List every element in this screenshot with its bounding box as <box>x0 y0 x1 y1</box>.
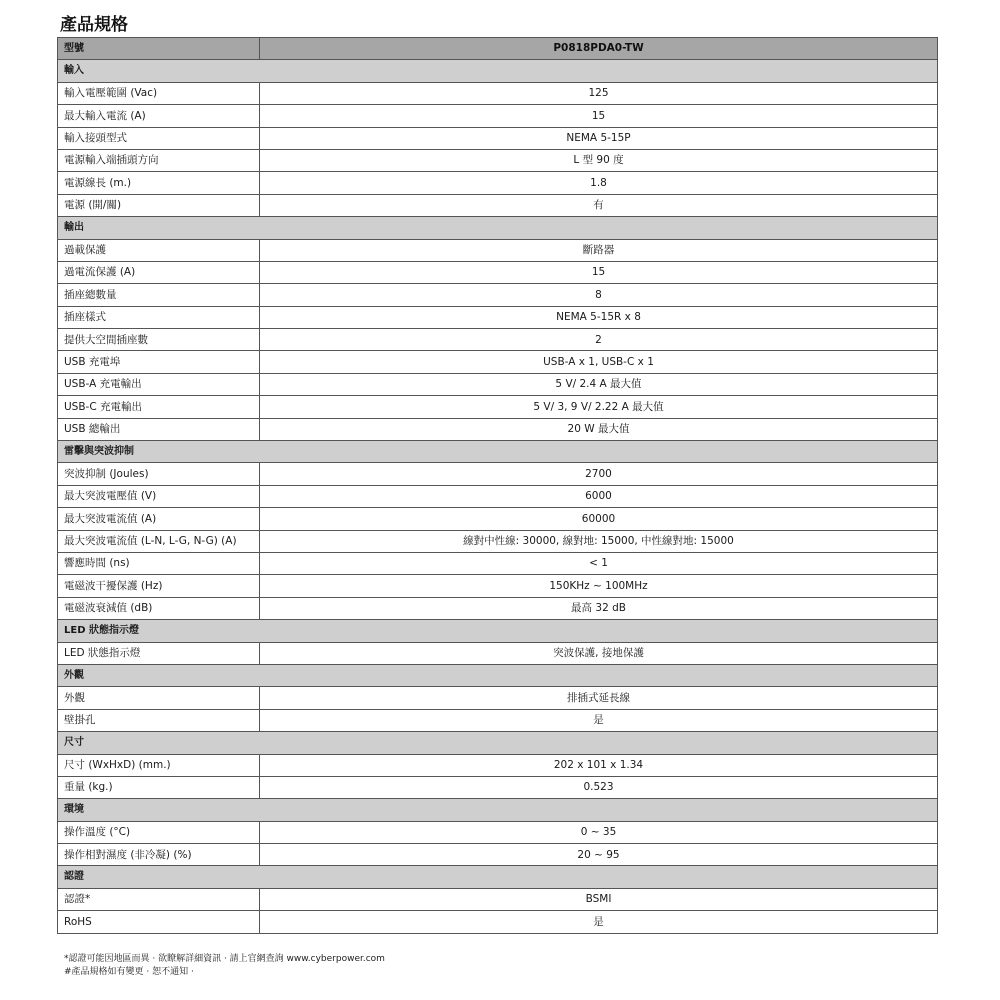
spec-value: 1.8 <box>260 172 938 194</box>
spec-row <box>58 642 938 664</box>
spec-label: 輸入電壓範圍 (Vac) <box>58 82 260 104</box>
spec-table <box>57 37 938 934</box>
section-title: LED 狀態指示燈 <box>58 620 938 642</box>
spec-value: < 1 <box>260 552 938 574</box>
spec-row <box>58 552 938 574</box>
spec-row <box>58 261 938 283</box>
section-header-row <box>58 732 938 754</box>
spec-label: USB-A 充電輸出 <box>58 373 260 395</box>
spec-row <box>58 373 938 395</box>
spec-value: 15 <box>260 105 938 127</box>
spec-label: 提供大空間插座數 <box>58 329 260 351</box>
spec-value: 2 <box>260 329 938 351</box>
spec-value: 20 W 最大值 <box>260 418 938 440</box>
spec-value: 是 <box>260 911 938 933</box>
spec-label: 響應時間 (ns) <box>58 552 260 574</box>
spec-label: RoHS <box>58 911 260 933</box>
footnote-certification: *認證可能因地區而異 · 欲瞭解詳細資訊 · 請上官網查詢 www.cyberpower.com <box>64 954 385 964</box>
spec-row <box>58 888 938 910</box>
spec-label: 電源 (開/關) <box>58 194 260 216</box>
section-header-row <box>58 866 938 888</box>
spec-value: 2700 <box>260 463 938 485</box>
footnotes <box>64 953 385 979</box>
spec-label: 最大突波電流值 (L-N, L-G, N-G) (A) <box>58 530 260 552</box>
spec-row <box>58 306 938 328</box>
spec-value: 6000 <box>260 485 938 507</box>
spec-label: 過載保護 <box>58 239 260 261</box>
spec-label: 輸入接頭型式 <box>58 127 260 149</box>
spec-label: USB 充電埠 <box>58 351 260 373</box>
spec-row <box>58 127 938 149</box>
spec-row <box>58 776 938 798</box>
spec-label: 電源輸入端插頭方向 <box>58 149 260 171</box>
spec-value: 突波保護, 接地保護 <box>260 642 938 664</box>
spec-row <box>58 709 938 731</box>
spec-label: USB-C 充電輸出 <box>58 396 260 418</box>
footnote-spec-change: #產品規格如有變更 · 恕不通知 · <box>64 967 194 977</box>
spec-row <box>58 463 938 485</box>
spec-value: 60000 <box>260 508 938 530</box>
spec-row <box>58 418 938 440</box>
spec-row <box>58 687 938 709</box>
spec-value: 125 <box>260 82 938 104</box>
model-label: 型號 <box>58 38 260 60</box>
spec-row <box>58 149 938 171</box>
section-title: 輸入 <box>58 60 938 82</box>
spec-row <box>58 239 938 261</box>
spec-row <box>58 396 938 418</box>
section-title: 環境 <box>58 799 938 821</box>
spec-row <box>58 575 938 597</box>
spec-row <box>58 508 938 530</box>
spec-value: 最高 32 dB <box>260 597 938 619</box>
spec-label: LED 狀態指示燈 <box>58 642 260 664</box>
spec-label: 最大輸入電流 (A) <box>58 105 260 127</box>
spec-value: USB-A x 1, USB-C x 1 <box>260 351 938 373</box>
page-title: 產品規格 <box>60 15 128 35</box>
spec-table-body <box>58 38 938 934</box>
section-title: 雷擊與突波抑制 <box>58 441 938 463</box>
spec-label: 尺寸 (WxHxD) (mm.) <box>58 754 260 776</box>
spec-value: 線對中性線: 30000, 線對地: 15000, 中性線對地: 15000 <box>260 530 938 552</box>
spec-value: 斷路器 <box>260 239 938 261</box>
section-title: 尺寸 <box>58 732 938 754</box>
spec-row <box>58 194 938 216</box>
spec-label: 插座樣式 <box>58 306 260 328</box>
spec-value: 150KHz ~ 100MHz <box>260 575 938 597</box>
section-header-row <box>58 60 938 82</box>
spec-label: 電磁波衰減值 (dB) <box>58 597 260 619</box>
spec-row <box>58 911 938 933</box>
spec-row <box>58 284 938 306</box>
spec-value: 0 ~ 35 <box>260 821 938 843</box>
spec-label: 插座總數量 <box>58 284 260 306</box>
section-header-row <box>58 441 938 463</box>
model-header-row <box>58 38 938 60</box>
spec-value: 是 <box>260 709 938 731</box>
spec-value: BSMI <box>260 888 938 910</box>
section-title: 認證 <box>58 866 938 888</box>
spec-label: USB 總輸出 <box>58 418 260 440</box>
model-value: P0818PDA0-TW <box>260 38 938 60</box>
spec-value: NEMA 5-15R x 8 <box>260 306 938 328</box>
spec-value: 有 <box>260 194 938 216</box>
spec-value: 20 ~ 95 <box>260 844 938 866</box>
spec-row <box>58 530 938 552</box>
section-header-row <box>58 664 938 686</box>
spec-label: 電源線長 (m.) <box>58 172 260 194</box>
spec-value: 5 V/ 2.4 A 最大值 <box>260 373 938 395</box>
spec-label: 壁掛孔 <box>58 709 260 731</box>
spec-row <box>58 105 938 127</box>
spec-row <box>58 351 938 373</box>
spec-label: 電磁波干擾保護 (Hz) <box>58 575 260 597</box>
section-header-row <box>58 620 938 642</box>
spec-label: 認證* <box>58 888 260 910</box>
section-title: 外觀 <box>58 664 938 686</box>
spec-value: L 型 90 度 <box>260 149 938 171</box>
spec-row <box>58 821 938 843</box>
spec-label: 外觀 <box>58 687 260 709</box>
spec-row <box>58 844 938 866</box>
spec-value: 0.523 <box>260 776 938 798</box>
section-header-row <box>58 799 938 821</box>
spec-value: 8 <box>260 284 938 306</box>
spec-value: NEMA 5-15P <box>260 127 938 149</box>
spec-label: 突波抑制 (Joules) <box>58 463 260 485</box>
spec-row <box>58 329 938 351</box>
spec-value: 排插式延長線 <box>260 687 938 709</box>
spec-row <box>58 754 938 776</box>
spec-value: 202 x 101 x 1.34 <box>260 754 938 776</box>
spec-label: 重量 (kg.) <box>58 776 260 798</box>
spec-value: 5 V/ 3, 9 V/ 2.22 A 最大值 <box>260 396 938 418</box>
spec-label: 操作溫度 (°C) <box>58 821 260 843</box>
section-title: 輸出 <box>58 217 938 239</box>
spec-row <box>58 485 938 507</box>
spec-value: 15 <box>260 261 938 283</box>
spec-label: 最大突波電流值 (A) <box>58 508 260 530</box>
spec-row <box>58 597 938 619</box>
section-header-row <box>58 217 938 239</box>
spec-label: 最大突波電壓值 (V) <box>58 485 260 507</box>
spec-row <box>58 172 938 194</box>
spec-row <box>58 82 938 104</box>
spec-label: 操作相對濕度 (非冷凝) (%) <box>58 844 260 866</box>
spec-label: 過電流保護 (A) <box>58 261 260 283</box>
